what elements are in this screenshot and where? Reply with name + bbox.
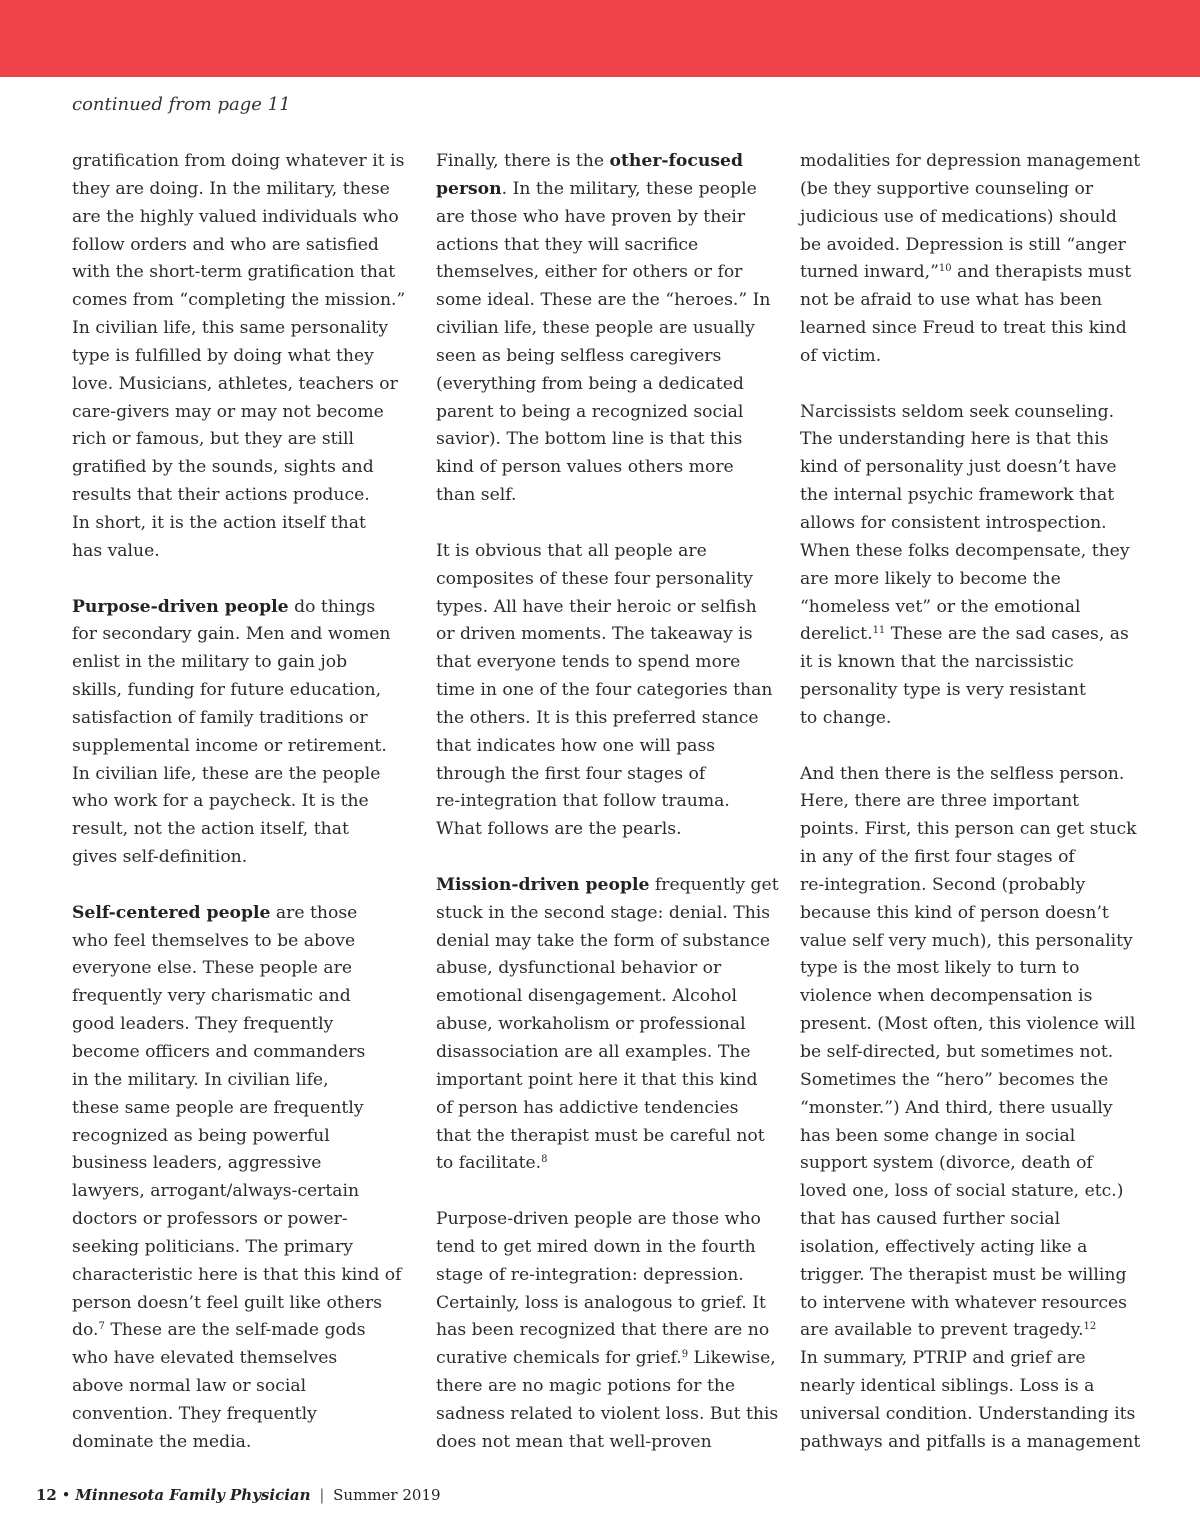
text-line: trigger. The therapist must be willing bbox=[800, 1264, 1127, 1285]
text-line: actions that they will sacrifice bbox=[436, 234, 699, 255]
text-line: sadness related to violent loss. But this bbox=[436, 1403, 779, 1424]
text-line: What follows are the pearls. bbox=[436, 819, 682, 840]
text-line: loved one, loss of social stature, etc.) bbox=[800, 1181, 1124, 1202]
text-line: frequently very charismatic and bbox=[72, 986, 351, 1007]
text-line: skills, funding for future education, bbox=[72, 680, 382, 701]
bold-term: Mission-driven people bbox=[436, 874, 650, 895]
paragraph bbox=[72, 148, 407, 566]
text-line: Certainly, loss is analogous to grief. It bbox=[436, 1292, 766, 1313]
text-line: savior). The bottom line is that this bbox=[436, 429, 743, 450]
paragraph: Finally, there is the other-focused person. In the military, these people are those who have proven by their actions that they will sacrifice themselves, either for others or for some ideal. These are the “heroes.” In civilian life, these people are usually seen as being selfless caregivers (everything from being a dedicated parent to being a recognized social savior). The bottom line is that this kind of person values others more than self. bbox=[436, 148, 771, 510]
text-line: pathways and pitfalls is a management bbox=[800, 1431, 1141, 1452]
text-line: nearly identical siblings. Loss is a bbox=[800, 1376, 1095, 1397]
text-line: universal condition. Understanding its bbox=[800, 1403, 1136, 1424]
text-line: seen as being selfless caregivers bbox=[436, 345, 722, 366]
bullet-separator: • bbox=[61, 1486, 71, 1504]
text-line: for secondary gain. Men and women bbox=[72, 624, 391, 645]
text-line: the others. It is this preferred stance bbox=[436, 707, 759, 728]
page-footer bbox=[36, 1486, 441, 1504]
text-line: stuck in the second stage: denial. This bbox=[436, 902, 771, 923]
text-line: business leaders, aggressive bbox=[72, 1153, 322, 1174]
text-line: (everything from being a dedicated bbox=[436, 373, 744, 394]
column-1 bbox=[72, 148, 407, 1485]
text-line: composites of these four personality bbox=[436, 568, 754, 589]
bold-term: other-focused bbox=[609, 151, 743, 171]
text-line: satisfaction of family traditions or bbox=[72, 707, 368, 728]
text-line: enlist in the military to gain job bbox=[72, 652, 348, 673]
text-line: dominate the media. bbox=[72, 1431, 252, 1452]
text-line: themselves, either for others or for bbox=[436, 262, 743, 283]
text-line: of victim. bbox=[800, 345, 882, 366]
text-line: Sometimes the “hero” becomes the bbox=[800, 1069, 1109, 1090]
text-line: violence when decompensation is bbox=[800, 986, 1093, 1007]
text-line: or driven moments. The takeaway is bbox=[436, 624, 753, 645]
text-line: Purpose-driven people are those who bbox=[436, 1209, 761, 1230]
paragraph: Self-centered people are those who feel themselves to be above everyone else. These people are frequently very charismatic and good leaders. They frequently become officers and commanders in the military. In civilian life, these same people are frequently recognized as being powerful business leaders, aggressive lawyers, arrogant/always-certain doctors or professors or power- seeking politicians. The primary characteristic here is that this kind of person doesn’t feel guilt like others do.$^7$ These are the self-made gods who have elevated themselves above normal law or social convention. They frequently dominate the media. bbox=[72, 900, 407, 1457]
text-line: gratified by the sounds, sights and bbox=[72, 457, 374, 478]
citation-superscript: 10 bbox=[938, 263, 952, 275]
text-line: supplemental income or retirement. bbox=[72, 735, 387, 756]
text-line: there are no magic potions for the bbox=[436, 1376, 736, 1397]
text-line: has value. bbox=[72, 540, 160, 561]
paragraph: Purpose-driven people are those who tend to get mired down in the fourth stage of re-integration: depression. Certainly, loss is analogous to grief. It has been recognized that there are no curative chemicals for grief.$^9$ Likewise, there are no magic potions for the sadness related to violent loss. But this does not mean that well-proven bbox=[436, 1206, 771, 1457]
text-line: types. All have their heroic or selfish bbox=[436, 596, 757, 617]
text-line: recognized as being powerful bbox=[72, 1125, 330, 1146]
text-line: through the first four stages of bbox=[436, 763, 706, 784]
paragraph bbox=[436, 538, 771, 844]
text-line: judicious use of medications) should bbox=[800, 206, 1117, 227]
text-line: some ideal. These are the “heroes.” In bbox=[436, 290, 771, 311]
text-line: important point here it that this kind bbox=[436, 1069, 758, 1090]
text-line: type is the most likely to turn to bbox=[800, 958, 1080, 979]
text-line: support system (divorce, death of bbox=[800, 1153, 1093, 1174]
text-line: rich or famous, but they are still bbox=[72, 429, 355, 450]
text-line: the internal psychic framework that bbox=[800, 485, 1115, 506]
text-line: are more likely to become the bbox=[800, 568, 1061, 589]
text-line: characteristic here is that this kind of bbox=[72, 1264, 402, 1285]
text-line: to change. bbox=[800, 707, 892, 728]
text-line: stage of re-integration: depression. bbox=[436, 1264, 744, 1285]
text-line: everyone else. These people are bbox=[72, 958, 353, 979]
citation-superscript: 7 bbox=[98, 1321, 105, 1333]
text-line: that indicates how one will pass bbox=[436, 735, 716, 756]
text-line: has been recognized that there are no bbox=[436, 1320, 770, 1341]
text-line: it is known that the narcissistic bbox=[800, 652, 1074, 673]
text-line: civilian life, these people are usually bbox=[436, 318, 755, 339]
text-line: personality type is very resistant bbox=[800, 680, 1086, 701]
text-line: seeking politicians. The primary bbox=[72, 1236, 353, 1257]
text-line: allows for consistent introspection. bbox=[800, 512, 1107, 533]
text-line: disassociation are all examples. The bbox=[436, 1042, 751, 1062]
text-line: In short, it is the action itself that bbox=[72, 512, 366, 533]
text-line: comes from “completing the mission.” bbox=[72, 290, 406, 311]
text-line: they are doing. In the military, these bbox=[72, 178, 390, 199]
text-line: that the therapist must be careful not bbox=[436, 1125, 765, 1146]
text-line: be avoided. Depression is still “anger bbox=[800, 234, 1126, 255]
citation-superscript: 11 bbox=[872, 625, 886, 637]
text-line: tend to get mired down in the fourth bbox=[436, 1236, 756, 1257]
text-line: love. Musicians, athletes, teachers or bbox=[72, 373, 398, 394]
text-line: value self very much), this personality bbox=[800, 930, 1133, 951]
text-line: In civilian life, these are the people bbox=[72, 763, 381, 784]
text-line: care-givers may or may not become bbox=[72, 401, 384, 422]
text-line: convention. They frequently bbox=[72, 1403, 317, 1424]
text-line: are those who have proven by their bbox=[436, 206, 746, 227]
text-line: time in one of the four categories than bbox=[436, 680, 773, 701]
magazine-title: Minnesota Family Physician bbox=[75, 1486, 311, 1504]
text-line: does not mean that well-proven bbox=[436, 1431, 712, 1452]
text-line: “monster.”) And third, there usually bbox=[800, 1097, 1113, 1118]
paragraph: modalities for depression management (be they supportive counseling or judicious use of medications) should be avoided. Depression is still “anger turned inward,”$^{10}$ and therapists must not be afraid to use what has been learned since Freud to treat this kind of victim. bbox=[800, 148, 1140, 371]
text-line: type is fulfilled by doing what they bbox=[72, 345, 374, 366]
text-line: kind of personality just doesn’t have bbox=[800, 457, 1117, 478]
text-line: lawyers, arrogant/always-certain bbox=[72, 1181, 360, 1202]
citation-superscript: 9 bbox=[681, 1349, 689, 1361]
text-line: Here, there are three important bbox=[800, 791, 1080, 812]
text-line: these same people are frequently bbox=[72, 1097, 364, 1118]
text-line: In summary, PTRIP and grief are bbox=[800, 1348, 1086, 1369]
text-line: in any of the first four stages of bbox=[800, 847, 1075, 868]
text-line: because this kind of person doesn’t bbox=[800, 902, 1109, 923]
text-line: gives self-definition. bbox=[72, 847, 248, 868]
text-line: are the highly valued individuals who bbox=[72, 206, 399, 227]
text-line: who feel themselves to be above bbox=[72, 930, 356, 951]
text-line: re-integration. Second (probably bbox=[800, 874, 1086, 895]
text-line: points. First, this person can get stuck bbox=[800, 819, 1137, 840]
text-line: who work for a paycheck. It is the bbox=[72, 791, 369, 812]
paragraph bbox=[800, 1345, 1140, 1456]
text-line: who have elevated themselves bbox=[72, 1348, 338, 1369]
text-line: abuse, workaholism or professional bbox=[436, 1014, 746, 1035]
text-line: that has caused further social bbox=[800, 1209, 1061, 1230]
text-line: kind of person values others more bbox=[436, 457, 734, 478]
text-line: present. (Most often, this violence will bbox=[800, 1014, 1136, 1035]
text-line: And then there is the selfless person. bbox=[800, 763, 1125, 784]
text-line: (be they supportive counseling or bbox=[800, 178, 1094, 199]
text-line: In civilian life, this same personality bbox=[72, 318, 389, 339]
column-2 bbox=[436, 148, 779, 1485]
text-line: learned since Freud to treat this kind bbox=[800, 318, 1127, 339]
text-line: “homeless vet” or the emotional bbox=[800, 596, 1081, 617]
text-line: follow orders and who are satisfied bbox=[72, 234, 379, 255]
page-number: 12 bbox=[36, 1486, 57, 1504]
text-line: denial may take the form of substance bbox=[436, 930, 771, 951]
bold-term: Self-centered people bbox=[72, 902, 271, 923]
text-line: re-integration that follow trauma. bbox=[436, 791, 730, 812]
text-line: become officers and commanders bbox=[72, 1042, 366, 1062]
text-line: has been some change in social bbox=[800, 1125, 1076, 1146]
text-line: Narcissists seldom seek counseling. bbox=[800, 401, 1115, 422]
text-line: modalities for depression management bbox=[800, 151, 1141, 171]
text-line: parent to being a recognized social bbox=[436, 401, 744, 422]
paragraph: Mission-driven people frequently get stuck in the second stage: denial. This denial may take the form of substance abuse, dysfunctional behavior or emotional disengagement. Alcohol abuse, workaholism or professional disassociation are all examples. The important point here it that this kind of person has addictive tendencies that the therapist must be careful not to facilitate.$^8$ bbox=[436, 874, 779, 1174]
text-line: in the military. In civilian life, bbox=[72, 1069, 329, 1090]
text-line: doctors or professors or power- bbox=[72, 1209, 348, 1230]
text-line: with the short-term gratification that bbox=[72, 262, 396, 283]
bold-term: Purpose-driven people bbox=[72, 596, 289, 617]
text-line: be self-directed, but sometimes not. bbox=[800, 1042, 1114, 1062]
text-line: result, not the action itself, that bbox=[72, 819, 349, 840]
issue-date: Summer 2019 bbox=[333, 1486, 441, 1504]
text-line: abuse, dysfunctional behavior or bbox=[436, 958, 722, 979]
text-line: that everyone tends to spend more bbox=[436, 652, 741, 673]
divider: | bbox=[319, 1486, 325, 1504]
bold-term: person bbox=[436, 178, 502, 199]
continued-from-note: continued from page 11 bbox=[72, 94, 291, 115]
text-line: not be afraid to use what has been bbox=[800, 290, 1103, 311]
top-color-band bbox=[0, 0, 1200, 77]
text-line: results that their actions produce. bbox=[72, 485, 370, 506]
text-line: above normal law or social bbox=[72, 1376, 307, 1397]
text-line: to intervene with whatever resources bbox=[800, 1292, 1127, 1313]
text-line: The understanding here is that this bbox=[800, 429, 1109, 450]
citation-superscript: 8 bbox=[541, 1154, 548, 1166]
text-line: emotional disengagement. Alcohol bbox=[436, 986, 737, 1007]
text-line: gratification from doing whatever it is bbox=[72, 151, 405, 171]
paragraph: And then there is the selfless person. Here, there are three important points. First, this person can get stuck in any of the first four stages of re-integration. Second (probably because this kind of person doesn’t value self very much), this personality type is the most likely to turn to violence when decompensation is present. (Most often, this violence will be self-directed, but sometimes not. Sometimes the “hero” becomes the “monster.”) And third, there usually has been some change in social support system (divorce, death of loved one, loss of social stature, etc.) that has caused further social isolation, effectively acting like a trigger. The therapist must be willing to intervene with whatever resources are available to prevent tragedy.$^{12}$ bbox=[800, 761, 1140, 1346]
citation-superscript: 12 bbox=[1083, 1321, 1097, 1333]
text-line: of person has addictive tendencies bbox=[436, 1097, 739, 1118]
paragraph: Purpose-driven people do things for secondary gain. Men and women enlist in the military to gain job skills, funding for future education, satisfaction of family traditions or supplemental income or retirement. In civilian life, these are the people who work for a paycheck. It is the result, not the action itself, that gives self-definition. bbox=[72, 594, 407, 872]
text-line: It is obvious that all people are bbox=[436, 540, 707, 561]
text-line: good leaders. They frequently bbox=[72, 1014, 334, 1035]
paragraph: Narcissists seldom seek counseling. The understanding here is that this kind of personality just doesn’t have the internal psychic framework that allows for consistent introspection. When these folks decompensate, they are more likely to become the “homeless vet” or the emotional derelict.$^{11}$ These are the sad cases, as it is known that the narcissistic personality type is very resistant to change. bbox=[800, 399, 1140, 733]
text-line: When these folks decompensate, they bbox=[800, 540, 1130, 561]
column-3 bbox=[800, 148, 1140, 1485]
text-line: person doesn’t feel guilt like others bbox=[72, 1292, 383, 1313]
text-line: than self. bbox=[436, 485, 517, 506]
text-line: isolation, effectively acting like a bbox=[800, 1236, 1088, 1257]
